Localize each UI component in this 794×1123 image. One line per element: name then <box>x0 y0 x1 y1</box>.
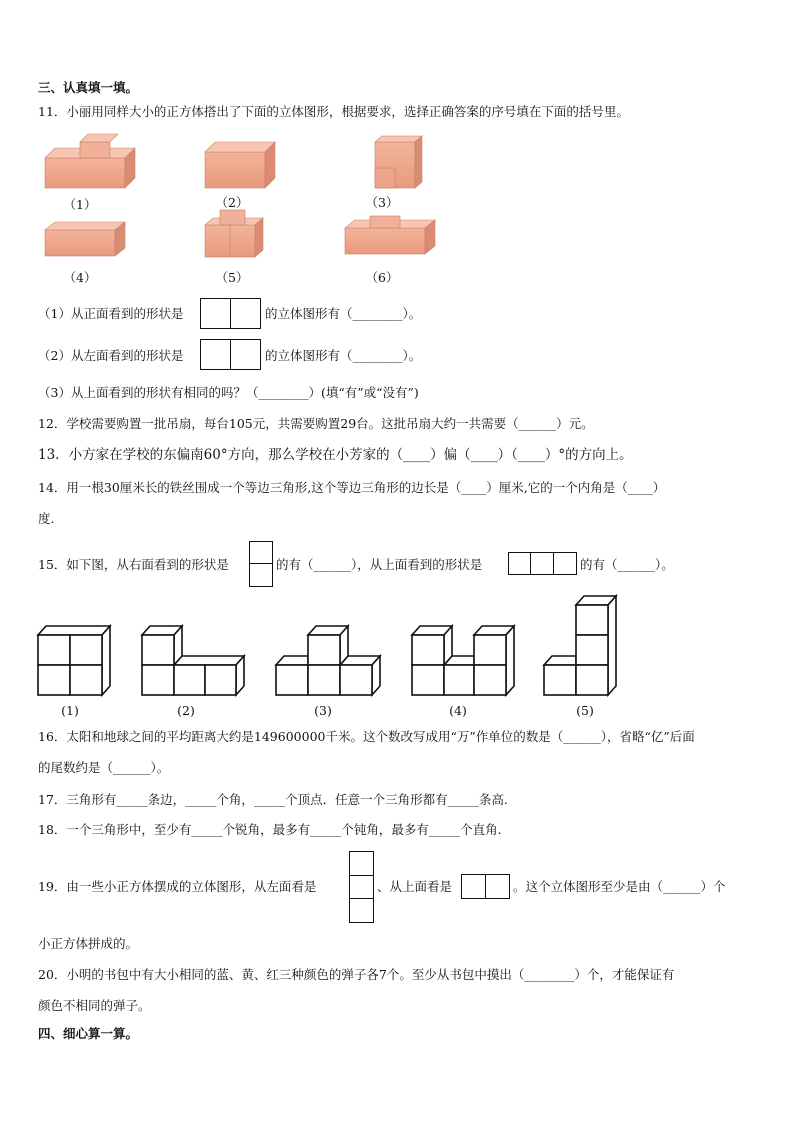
q15-figure-2 <box>142 626 244 695</box>
question-13: 13．小方家在学校的东偏南60°方向，那么学校在小芳家的（____）偏（____）（____）°的方向上。 <box>38 447 633 463</box>
q15-figure-3 <box>276 626 380 695</box>
q15-right-view-shape <box>249 541 273 587</box>
q11-label-1: （1） <box>63 197 97 212</box>
q11-figure-2 <box>205 142 275 188</box>
question-19-prefix: 19．由一些小正方体摆成的立体图形，从左面看是 <box>38 879 317 894</box>
question-16-line2: 的尾数约是（______）。 <box>38 760 170 775</box>
q11-label-5: （5） <box>215 270 249 285</box>
q15-label-2: (2) <box>177 703 195 718</box>
question-17: 17．三角形有_____条边，_____个角，_____个顶点．任意一个三角形都有_____条高. <box>38 792 508 807</box>
section-4-heading: 四、细心算一算。 <box>38 1026 139 1041</box>
q11-sub2-suffix: 的立体图形有（________）。 <box>265 348 422 363</box>
q11-label-3: （3） <box>365 195 399 210</box>
q15-label-1: (1) <box>61 703 79 718</box>
question-11-text: 11．小丽用同样大小的正方体搭出了下面的立体图形，根据要求，选择正确答案的序号填在下面的括号里。 <box>38 104 629 119</box>
q11-sub1-prefix: （1）从正面看到的形状是 <box>38 306 184 321</box>
q15-label-5: (5) <box>576 703 594 718</box>
q11-figure-3 <box>375 136 422 188</box>
q11-sub3: （3）从上面看到的形状有相同的吗？（________）(填“有”或“没有”) <box>38 385 419 400</box>
q11-figure-1 <box>45 134 135 188</box>
q11-label-6: （6） <box>365 270 399 285</box>
question-20-line2: 颜色不相同的弹子。 <box>38 998 151 1013</box>
q19-top-view-shape <box>461 874 510 899</box>
question-20-line1: 20．小明的书包中有大小相同的蓝、黄、红三种颜色的弹子各7个。至少从书包中摸出（________）个，才能保证有 <box>38 967 675 982</box>
q15-figure-1 <box>38 626 110 695</box>
q11-figure-5 <box>205 210 263 257</box>
q15-cube-figures <box>30 592 630 702</box>
q15-figure-4 <box>412 626 514 695</box>
section-3-heading: 三、认真填一填。 <box>38 80 139 95</box>
question-15-middle: 的有（______），从上面看到的形状是 <box>276 557 483 572</box>
question-19-middle: 、从上面看是 <box>377 879 453 894</box>
question-12: 12．学校需要购置一批吊扇，每台105元，共需要购置29台。这批吊扇大约一共需要（______）元。 <box>38 416 594 431</box>
q11-sub2-prefix: （2）从左面看到的形状是 <box>38 348 184 363</box>
question-19-suffix: 。这个立体图形至少是由（______）个 <box>513 879 726 894</box>
q11-sub1-suffix: 的立体图形有（________）。 <box>265 306 422 321</box>
q11-label-2: （2） <box>215 195 249 210</box>
question-18: 18．一个三角形中，至少有_____个锐角，最多有_____个钝角，最多有_____个直角. <box>38 822 502 837</box>
q11-label-4: （4） <box>63 270 97 285</box>
q11-sub2-two-square-shape <box>200 339 261 370</box>
question-14-line2: 度. <box>38 511 55 526</box>
q19-left-view-shape <box>349 851 374 923</box>
q11-sub1-two-square-shape <box>200 298 261 329</box>
question-19-line2: 小正方体拼成的。 <box>38 936 139 951</box>
question-15-suffix: 的有（______）。 <box>580 557 674 572</box>
q15-figure-5 <box>544 596 616 695</box>
q15-top-view-shape <box>508 552 577 575</box>
q11-figure-4 <box>45 222 125 256</box>
q15-label-4: (4) <box>449 703 467 718</box>
q11-figure-6 <box>345 216 435 254</box>
question-14-line1: 14．用一根30厘米长的铁丝围成一个等边三角形,这个等边三角形的边长是（____）厘米,它的一个内角是（____） <box>38 480 666 495</box>
question-15-prefix: 15．如下图，从右面看到的形状是 <box>38 557 229 572</box>
q15-label-3: (3) <box>314 703 332 718</box>
question-16-line1: 16．太阳和地球之间的平均距离大约是149600000千米。这个数改写成用“万”作单位的数是（______），省略“亿”后面 <box>38 729 695 744</box>
